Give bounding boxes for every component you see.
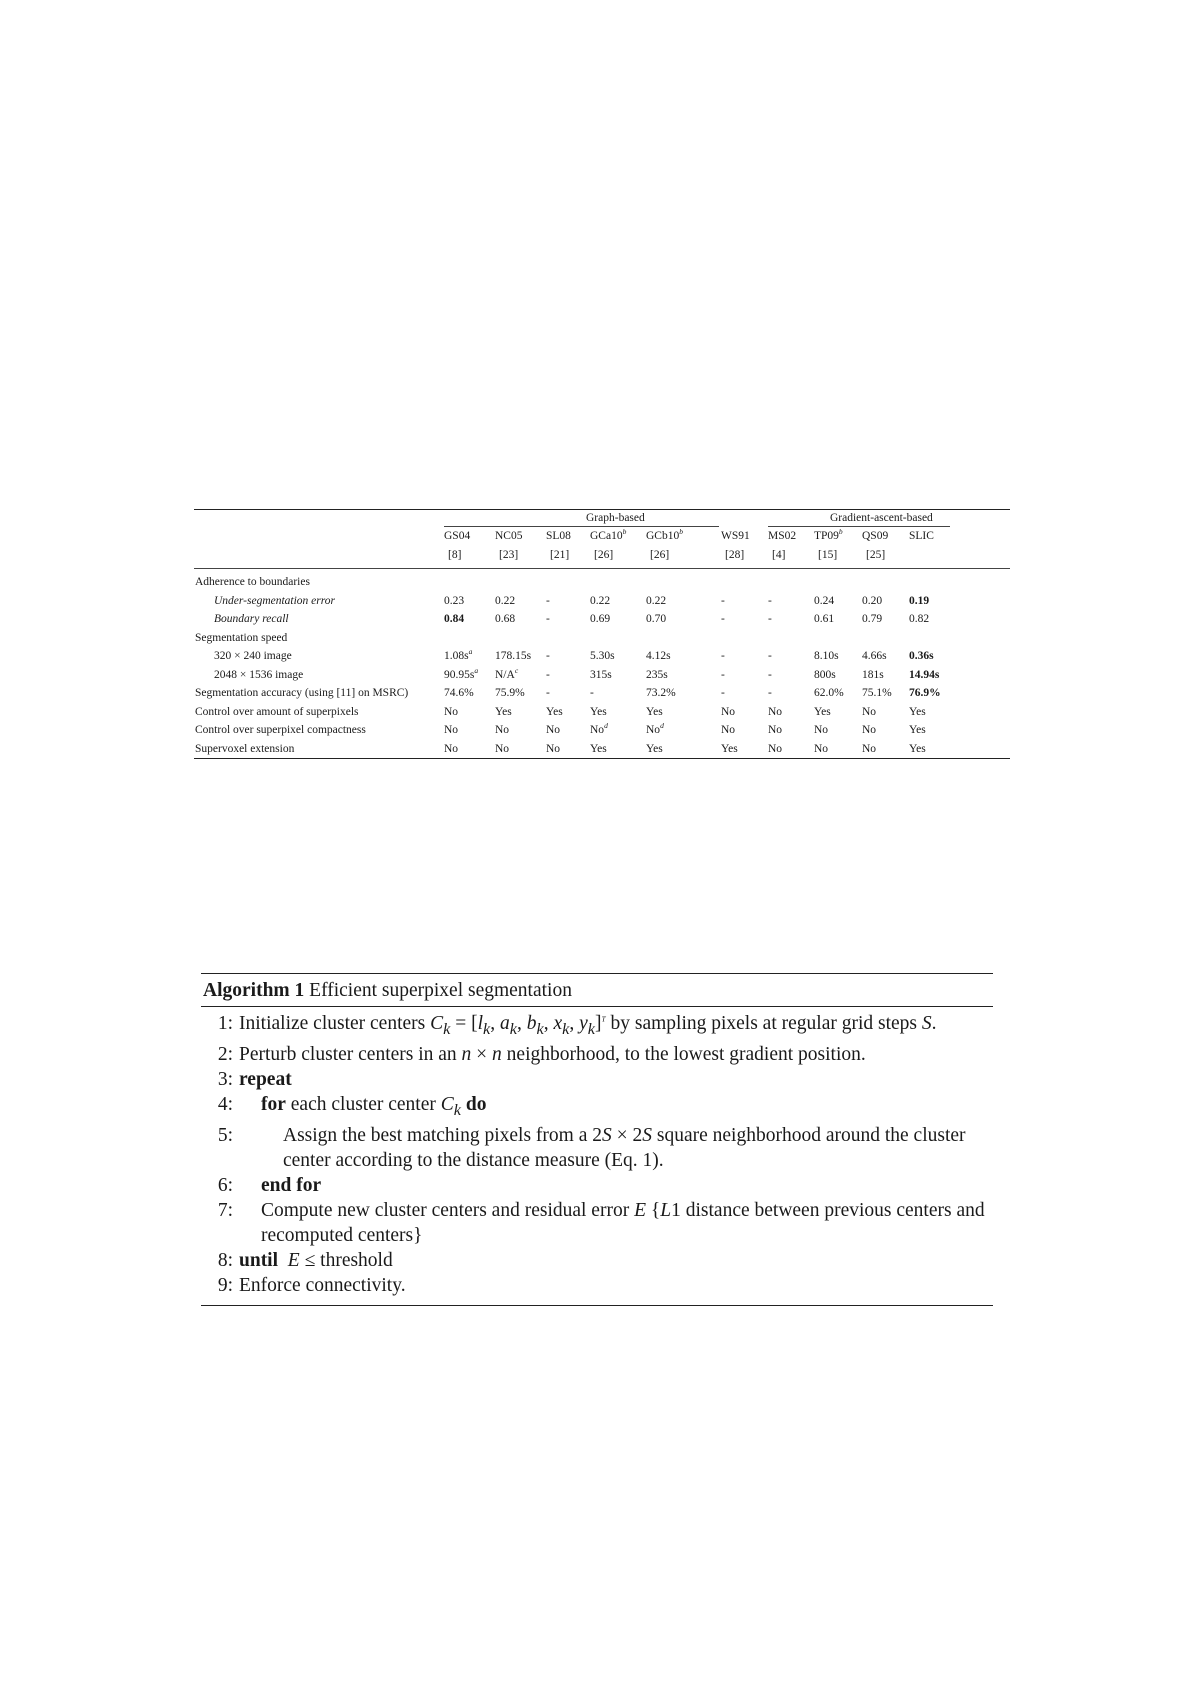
table-cell: No: [814, 724, 829, 736]
column-header-ws91: WS91: [721, 530, 750, 542]
table-cell: Yes: [814, 705, 831, 718]
table-cell: -: [768, 613, 772, 625]
table-cell: 800s: [814, 668, 836, 681]
table-cell: -: [590, 687, 594, 699]
table-cell: $90.95s^a$: [444, 665, 479, 681]
table-cell: -: [546, 687, 550, 699]
algorithm-line-text: for each cluster center $C_k$ do: [261, 1093, 487, 1119]
cell-footnote: c: [514, 665, 519, 675]
table-cell: Yes: [646, 705, 663, 718]
table-cell: 0.82: [909, 613, 930, 625]
group-label-gradient-ascent-based: Gradient-ascent-based: [830, 512, 933, 524]
table-cell: No: [862, 705, 877, 718]
algorithm-line-8: [201, 1248, 993, 1273]
column-header-ms02: MS02: [768, 530, 797, 542]
algorithm-line-number: 9:: [217, 1274, 233, 1296]
group-label-graph-based: Graph-based: [586, 512, 645, 524]
table-cell: -: [768, 594, 772, 607]
table-cell: 0.22: [495, 594, 516, 607]
table-cell: 14.94s: [909, 668, 940, 681]
table-cell: No: [862, 724, 877, 736]
row-label: Control over superpixel compactness: [195, 724, 366, 736]
table-cell: 76.9%: [909, 687, 941, 699]
table-cell: -: [546, 594, 550, 607]
table-row: [194, 610, 1010, 629]
column-header-footnote: b: [622, 527, 627, 537]
table-cell: 181s: [862, 668, 884, 681]
table-cell: 8.10s: [814, 650, 839, 662]
table-cell: Yes: [495, 705, 512, 718]
table-cell: No: [768, 724, 783, 736]
table-cell: Yes: [909, 742, 926, 755]
table-cell: Yes: [546, 705, 563, 718]
column-ref-sl08: [21]: [550, 548, 570, 561]
algorithm-caption: [201, 974, 993, 1007]
cell-footnote: d: [660, 721, 664, 731]
algorithm-line-3: [201, 1067, 993, 1092]
row-label: Segmentation speed: [195, 631, 288, 644]
table-row: [194, 684, 1010, 703]
table-row: [194, 647, 1010, 666]
column-header-gca10: GCa10$^b$: [590, 527, 627, 542]
table-row: [194, 592, 1010, 611]
algorithm-line-number: 1:: [217, 1013, 233, 1034]
algorithm-line-number: 8:: [217, 1249, 233, 1271]
algorithm-line-text: Compute new cluster centers and residual error E {L1 distance between previous centers and recomputed centers}: [261, 1199, 985, 1246]
table-cell: 0.22: [590, 594, 611, 607]
cell-footnote: d: [604, 721, 608, 731]
algorithm-line-number: 4:: [217, 1093, 233, 1115]
row-label: Supervoxel extension: [195, 742, 295, 755]
table-cell: No: [721, 724, 736, 736]
table-cell: 0.36s: [909, 650, 934, 662]
row-label: Boundary recall: [214, 613, 289, 625]
row-label: Control over amount of superpixels: [195, 705, 359, 718]
table-cell: No: [444, 705, 459, 718]
algorithm-line-text: Enforce connectivity.: [239, 1274, 406, 1296]
table-cell: 0.61: [814, 613, 835, 625]
column-ref-qs09: [25]: [866, 548, 886, 561]
algorithm-line-number: 5:: [217, 1124, 233, 1146]
table-cell: No: [862, 742, 877, 755]
table-cell: -: [721, 594, 725, 607]
table-cell: 4.12s: [646, 650, 671, 662]
table-cell: -: [721, 687, 725, 699]
algorithm-line-2: [201, 1042, 993, 1067]
table-cell: No: [546, 724, 561, 736]
table-cell: 62.0%: [814, 687, 844, 699]
table-cell: Yes: [646, 742, 663, 755]
column-header-tp09: TP09$^b$: [814, 527, 843, 542]
table-cell: 0.24: [814, 594, 835, 607]
row-label: Adherence to boundaries: [195, 576, 310, 588]
table-cell: No: [546, 742, 561, 755]
table-cell: 0.22: [646, 594, 667, 607]
row-label: 320 × 240 image: [214, 650, 292, 662]
column-header-gs04: GS04: [444, 530, 471, 542]
table-cell: -: [546, 668, 550, 681]
group-header-row: [194, 510, 1010, 527]
table-cell: 0.19: [909, 594, 930, 607]
cell-footnote: a: [468, 647, 473, 657]
table-cell: -: [768, 650, 772, 662]
algorithm-line-4: [201, 1092, 993, 1123]
table-row: [194, 740, 1010, 759]
column-header-qs09: QS09: [862, 530, 889, 542]
algorithm-label: Algorithm 1: [203, 980, 305, 1001]
column-ref-row: [194, 546, 1010, 565]
column-ref-gs04: [8]: [448, 548, 462, 561]
header-rule: [194, 568, 1010, 569]
table-cell: 0.20: [862, 594, 883, 607]
table-cell: Yes: [721, 742, 738, 755]
table-cell: -: [721, 668, 725, 681]
table-cell: 0.69: [590, 613, 611, 625]
column-ref-gcb10: [26]: [650, 548, 670, 561]
algorithm-line-text: repeat: [239, 1068, 292, 1090]
table-cell: No: [768, 705, 783, 718]
column-header-sl08: SL08: [546, 530, 571, 542]
table-row: [194, 629, 1010, 648]
table-cell: 315s: [590, 668, 612, 681]
table-cell: 0.23: [444, 594, 465, 607]
table-cell: -: [721, 613, 725, 625]
row-label: Under-segmentation error: [214, 594, 336, 607]
table-row: [194, 721, 1010, 740]
table-cell: 178.15s: [495, 650, 532, 662]
table-cell: 74.6%: [444, 687, 474, 699]
table-cell: 75.1%: [862, 687, 892, 699]
table-row: [194, 703, 1010, 722]
table-cell: -: [768, 668, 772, 681]
algorithm-line-5: [201, 1123, 993, 1173]
table-cell: 0.68: [495, 613, 516, 625]
column-ref-ws91: [28]: [725, 548, 745, 561]
cell-footnote: a: [474, 665, 479, 675]
column-ref-nc05: [23]: [499, 548, 519, 561]
table-cell: No$^d$: [590, 721, 608, 736]
table-cell: No: [495, 742, 510, 755]
row-label: Segmentation accuracy (using [11] on MSRC): [195, 687, 409, 699]
algorithm-line-number: 6:: [217, 1174, 233, 1196]
table-cell: No: [814, 742, 829, 755]
algorithm-line-number: 7:: [217, 1199, 233, 1221]
table-cell: $N/A^c$: [495, 665, 519, 681]
table-cell: Yes: [590, 742, 607, 755]
algorithm-line-number: 3:: [217, 1068, 233, 1090]
algorithm-line-text: Perturb cluster centers in an n × n neighborhood, to the lowest gradient position.: [239, 1043, 866, 1065]
table-cell: -: [768, 687, 772, 699]
table-cell: 0.84: [444, 613, 465, 625]
algorithm-line-number: 2:: [217, 1043, 233, 1065]
table-cell: -: [721, 650, 725, 662]
algorithm-line-9: [201, 1273, 993, 1298]
table-cell: 235s: [646, 668, 668, 681]
table-cell: Yes: [590, 705, 607, 718]
table-cell: No: [721, 705, 736, 718]
table-cell: 75.9%: [495, 687, 525, 699]
algorithm-line-6: [201, 1173, 993, 1198]
table-cell: No: [444, 742, 459, 755]
table-cell: Yes: [909, 724, 926, 736]
algorithm-line-text: end for: [261, 1174, 322, 1196]
table-cell: -: [546, 613, 550, 625]
algorithm-line-text: Initialize cluster centers $C_k = [l_k$, $a_k$, $b_k$, $x_k$, $y_k]^T$ by sampling pixels at regular grid steps S.: [239, 1013, 937, 1038]
column-header-nc05: NC05: [495, 530, 523, 542]
table-cell: $1.08s^a$: [444, 647, 473, 662]
table-cell: -: [546, 650, 550, 662]
column-header-footnote: b: [679, 527, 683, 537]
column-ref-ms02: [4]: [772, 548, 786, 561]
algorithm-line-7: [201, 1198, 993, 1248]
column-ref-tp09: [15]: [818, 548, 838, 561]
table-cell: Yes: [909, 705, 926, 718]
table-cell: No: [495, 724, 510, 736]
algorithm-line-1: [201, 1011, 993, 1042]
comparison-table: [194, 509, 1010, 759]
column-header-slic: SLIC: [909, 530, 934, 542]
table-cell: No$^d$: [646, 721, 664, 736]
table-cell: 0.70: [646, 613, 667, 625]
row-label: 2048 × 1536 image: [214, 668, 304, 681]
column-header-gcb10: GCb10$^b$: [646, 527, 683, 542]
table-cell: 73.2%: [646, 687, 676, 699]
table-row: [194, 573, 1010, 592]
table-body: [194, 573, 1010, 758]
column-ref-gca10: [26]: [594, 548, 614, 561]
algorithm-line-text: Assign the best matching pixels from a 2S × 2S square neighborhood around the cluster center according to the distance measure (Eq. 1).: [283, 1124, 966, 1171]
column-name-row: [194, 527, 1010, 546]
table-cell: 4.66s: [862, 650, 887, 662]
column-header-footnote: b: [838, 527, 843, 537]
table-cell: No: [444, 724, 459, 736]
algorithm-box: [201, 973, 993, 1306]
table-cell: 0.79: [862, 613, 883, 625]
algorithm-line-text: until E ≤ threshold: [239, 1249, 393, 1271]
algorithm-title: Efficient superpixel segmentation: [309, 980, 572, 1001]
table-cell: No: [768, 742, 783, 755]
table-row: [194, 666, 1010, 685]
table-cell: 5.30s: [590, 650, 615, 662]
algorithm-lines: [201, 1007, 993, 1305]
